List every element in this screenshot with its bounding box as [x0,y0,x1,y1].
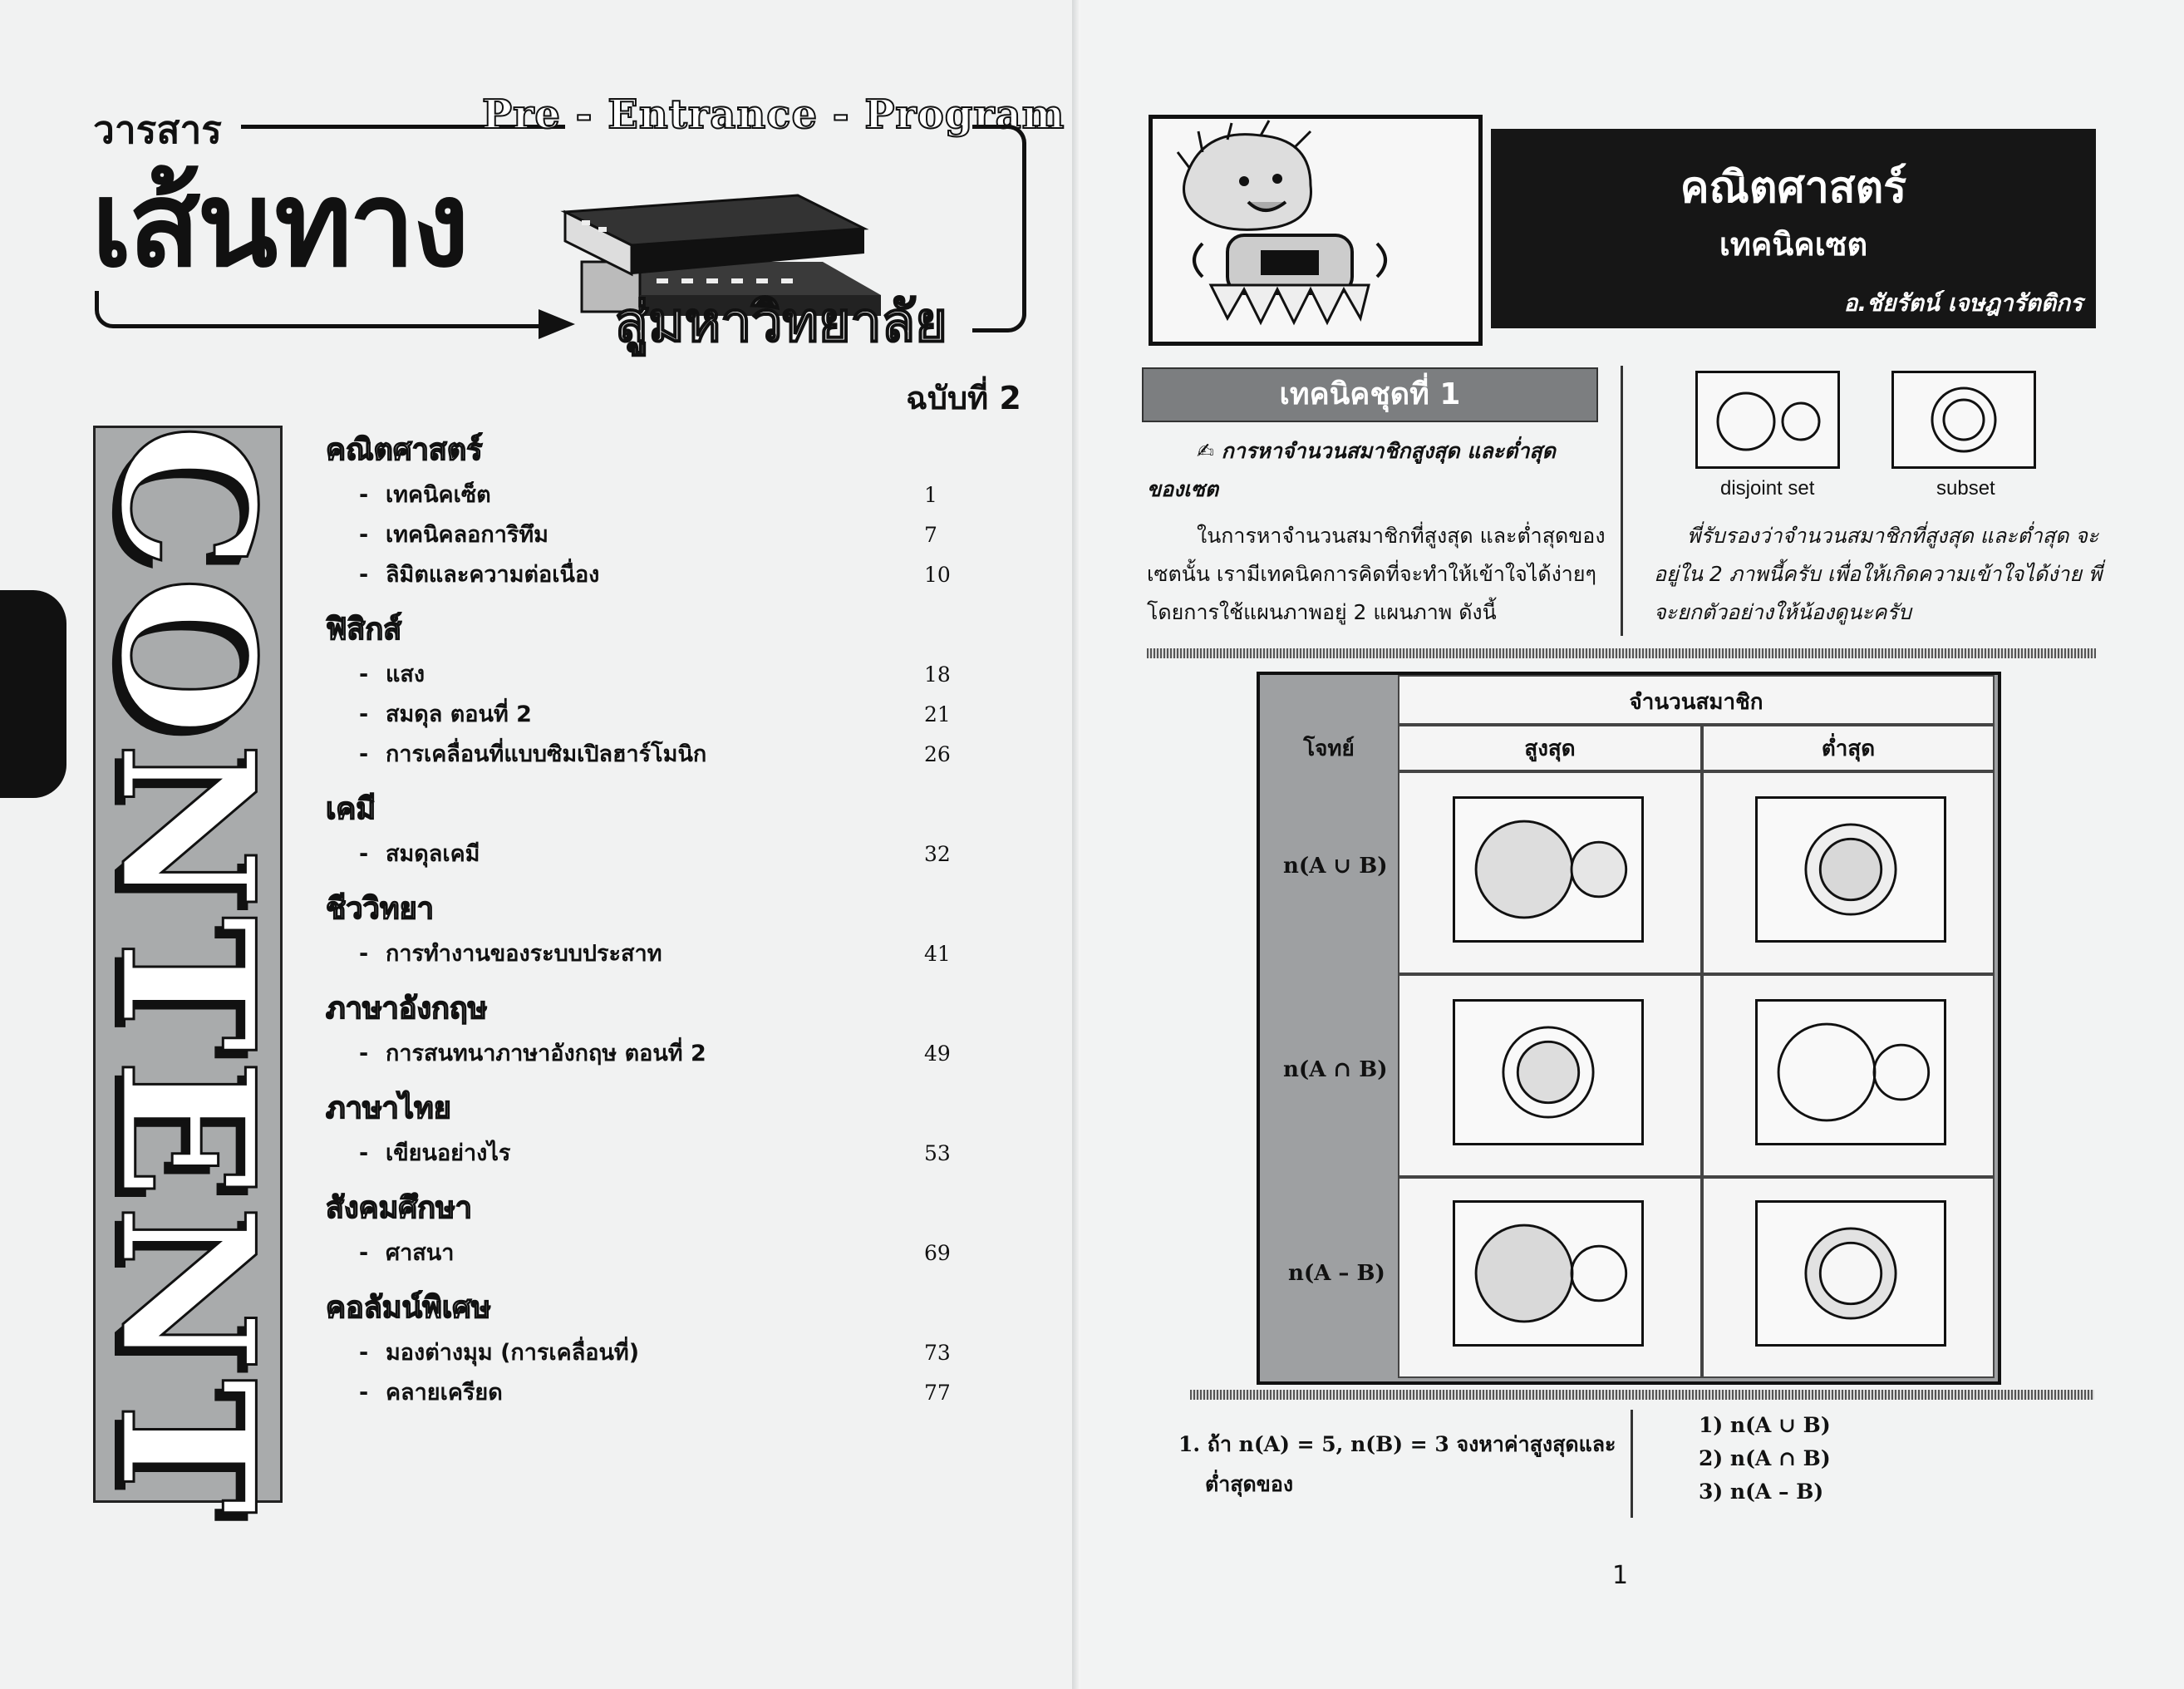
toc-item [326,655,1040,695]
toc-item-title: สมดุลเคมี [386,841,480,867]
disjoint-diagram [1695,371,1840,469]
masthead-bracket-right [972,125,1026,332]
toc-item-title: การเคลื่อนที่แบบซิมเปิลฮาร์โมนิก [386,741,707,767]
left-page [0,0,1080,1689]
toc-item-page: 1 [924,483,937,507]
toc-bullet: - [359,941,369,967]
toc-heading: ภาษาอังกฤษ [326,992,488,1026]
venn-intersect-max [1453,999,1644,1145]
toc-bullet: - [359,741,369,767]
row-label-intersect: n(A ∩ B) [1283,1057,1388,1082]
toc-bullet: - [359,1340,369,1366]
toc-item-page: 7 [924,523,937,547]
toc-item-title: เทคนิคลอการิทึม [386,522,548,548]
toc-item [326,934,1040,974]
toc-item [326,1333,1040,1373]
toc-item-page: 53 [924,1141,951,1165]
toc-bullet: - [359,1041,369,1066]
issue-number: ฉบับที่ 2 [906,380,1021,416]
toc-item-title: ลิมิตและความต่อเนื่อง [386,562,600,588]
dark-tab-shadow [0,590,66,798]
toc-heading: คณิตศาสตร์ [326,433,483,467]
toc-item [326,1034,1040,1074]
masthead-bracket-left [95,291,548,328]
toc-bullet: - [359,1380,369,1406]
table-header-top: จำนวนสมาชิก [1629,690,1763,715]
toc-item-title: แสง [386,662,425,687]
toc-bullet: - [359,482,369,508]
toc-section [326,790,1040,874]
toc-heading: ฟิสิกส์ [326,613,402,647]
toc-section [326,1189,1040,1273]
toc-item-page: 21 [924,702,951,726]
right-line-3: จะยกตัวอย่างให้น้องดูนะครับ [1654,600,1911,624]
toc-item-page: 73 [924,1341,951,1365]
intro-line-2: เซตนั้น เรามีเทคนิคการคิดที่จะทำให้เข้าใจได้ง่ายๆ [1147,562,1596,586]
hatched-divider-top [1147,648,2096,658]
toc-item [326,695,1040,735]
disjoint-caption: disjoint set [1720,477,1815,500]
toc-item [326,1373,1040,1413]
toc-section [326,431,1040,595]
toc-item-page: 32 [924,842,951,866]
intro-heading-2: ของเซต [1147,477,1219,501]
toc-bullet: - [359,1240,369,1266]
question-line-1: 1. ถ้า n(A) = 5, n(B) = 3 จงหาค่าสูงสุดและ [1178,1432,1616,1456]
toc-section [326,989,1040,1074]
magazine-title: เส้นทาง [91,156,466,293]
toc-item-page: 49 [924,1041,951,1066]
venn-union-max [1453,796,1644,943]
toc-bullet: - [359,522,369,548]
magazine-label: วารสาร [93,107,222,152]
toc-section [326,1089,1040,1174]
magazine-subtitle: สู่มหาวิทยาลัย [615,290,947,354]
toc-section [326,1288,1040,1413]
toc-item-title: การทำงานของระบบประสาท [386,941,662,967]
toc-item [326,1134,1040,1174]
answer-3: 3) n(A – B) [1699,1480,1824,1504]
toc-bullet: - [359,702,369,727]
question-divider [1631,1410,1633,1518]
toc-item [326,515,1040,555]
toc-item-title: เขียนอย่างไร [386,1140,511,1166]
intro-heading-1: ✍ การหาจำนวนสมาชิกสูงสุด และต่ำสุด [1197,439,1556,463]
venn-difference-max [1453,1200,1644,1347]
intro-line-3: โดยการใช้แผนภาพอยู่ 2 แผนภาพ ดังนี้ [1147,600,1497,624]
subject-title: คณิตศาสตร์ [1680,163,1907,213]
toc-item-page: 10 [924,563,951,587]
toc-section [326,889,1040,974]
masthead [83,91,1065,354]
content-banner [80,424,295,1522]
table-of-contents [326,431,1040,1428]
toc-bullet: - [359,841,369,867]
author-name: อ.ชัยรัตน์ เจษฎารัตติกร [1843,289,2083,317]
subset-caption: subset [1936,477,1995,500]
toc-heading: คอลัมน์พิเศษ [326,1291,491,1325]
column-divider [1621,366,1623,636]
toc-item [326,735,1040,775]
caveman-icon [1153,119,1478,342]
toc-item-title: การสนทนาภาษาอังกฤษ ตอนที่ 2 [386,1041,706,1066]
toc-heading: ชีววิทยา [326,892,434,926]
content-word: CONTENT [80,424,295,1522]
toc-bullet: - [359,562,369,588]
right-page [1080,0,2184,1689]
answer-1: 1) n(A ∪ B) [1699,1413,1831,1437]
toc-item-page: 69 [924,1241,951,1265]
caveman-illustration [1149,115,1483,346]
toc-item-title: ศาสนา [386,1240,455,1266]
venn-intersect-min [1755,999,1946,1145]
table-col-max: สูงสุด [1524,736,1576,761]
toc-bullet: - [359,662,369,687]
toc-item-title: คลายเครียด [386,1380,503,1406]
answer-2: 2) n(A ∩ B) [1699,1446,1831,1470]
intro-line-1: ในการหาจำนวนสมาชิกที่สูงสุด และต่ำสุดของ [1197,524,1606,548]
toc-item-page: 77 [924,1381,951,1405]
min-max-table [1257,672,2001,1385]
toc-item-page: 18 [924,662,951,687]
toc-item [326,835,1040,874]
toc-item-title: เทคนิคเซ็ต [386,482,491,508]
topic-title: เทคนิคเซต [1719,226,1868,263]
toc-bullet: - [359,1140,369,1166]
toc-item-title: สมดุล ตอนที่ 2 [386,702,532,727]
toc-item [326,475,1040,515]
toc-item [326,555,1040,595]
toc-item-title: มองต่างมุม (การเคลื่อนที่) [386,1340,640,1366]
table-col-problem: โจทย์ [1303,736,1355,761]
question-line-2: ต่ำสุดของ [1205,1472,1294,1496]
toc-heading: เคมี [326,792,376,826]
subset-diagram [1891,371,2036,469]
toc-item [326,1234,1040,1273]
program-title: Pre - Entrance - Program [482,91,1065,138]
toc-item-page: 41 [924,942,951,966]
right-line-1: พี่รับรองว่าจำนวนสมาชิกที่สูงสุด และต่ำสุด จะ [1687,524,2099,548]
technique-bar: เทคนิคชุดที่ 1 [1142,367,1598,422]
table-col-min: ต่ำสุด [1821,736,1876,761]
venn-difference-min [1755,1200,1946,1347]
toc-heading: สังคมศึกษา [326,1191,472,1225]
row-label-union: n(A ∪ B) [1283,854,1388,879]
section-header [1491,129,2096,328]
toc-heading: ภาษาไทย [326,1091,451,1125]
right-line-2: อยู่ใน 2 ภาพนี้ครับ เพื่อให้เกิดความเข้าใจได้ง่าย พี่ [1654,562,2103,586]
page-number: 1 [1612,1561,1629,1590]
toc-item-page: 26 [924,742,951,766]
venn-union-min [1755,796,1946,943]
row-label-difference: n(A – B) [1288,1261,1385,1286]
toc-section [326,610,1040,775]
hatched-divider-bottom [1190,1390,2094,1400]
